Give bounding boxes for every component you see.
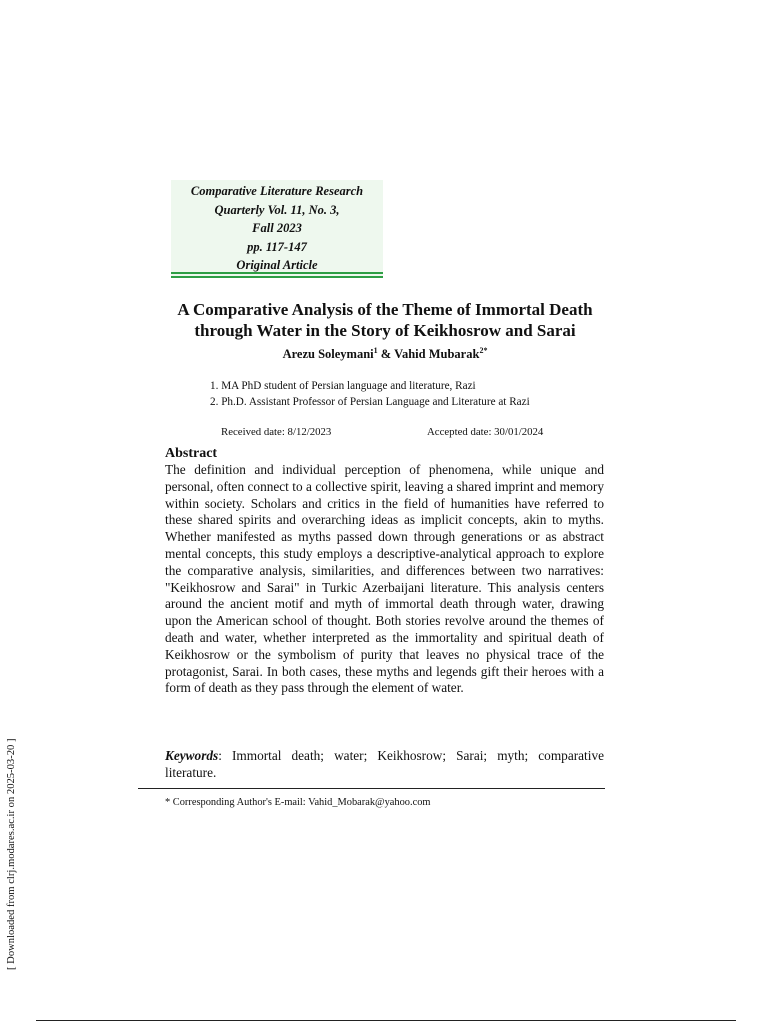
journal-box-rule-top xyxy=(171,272,383,274)
download-stamp: [ Downloaded from clrj.modares.ac.ir on 2025-03-20 ] xyxy=(6,738,17,970)
author-list xyxy=(130,347,640,362)
article-type: Original Article xyxy=(236,258,318,273)
accepted-date: Accepted date: 30/01/2024 xyxy=(427,426,544,438)
author-2-affiliation-mark: 2* xyxy=(479,345,488,355)
title-line-1: A Comparative Analysis of the Theme of Immortal Death xyxy=(177,300,593,319)
author-1-name: Arezu Soleymani xyxy=(282,347,374,361)
received-date: Received date: 8/12/2023 xyxy=(221,426,332,438)
keywords-text: : Immortal death; water; Keikhosrow; Sarai; myth; comparative literature. xyxy=(165,748,604,780)
article-title xyxy=(130,299,640,341)
journal-info-box xyxy=(171,180,383,276)
abstract-text: The definition and individual perception of phenomena, while unique and personal, often connect to a collective spirit, leaving a shared imprint and memory within society. Scholars and critics in the field of humanities have referred to these shared spirits and overarching ideas as implicit concepts, akin to myths. Whether manifested as myths passed down through generations or as abstract mental concepts, this study employs a descriptive-analytical approach to explore the comparative analysis, similarities, and differences between two narratives: "Keikhosrow and Sarai" in Turkic Azerbaijani literature. This analysis centers around the ancient motif and myth of immortal death through water, drawing upon the American school of thought. Both stories revolve around the themes of death and water, whether interpreted as the immortality and spiritual death of Keikhosrow or the symbolism of purity that leaves no physical trace of the protagonist, Sarai. In both cases, these myths and legends gift their heroes with a form of death as they pass through the element of water. xyxy=(165,462,604,696)
journal-box-rule-bottom xyxy=(171,276,383,278)
affiliation-2: 2. Ph.D. Assistant Professor of Persian Language and Literature at Razi xyxy=(210,396,530,408)
keywords xyxy=(165,748,604,782)
keywords-label: Keywords xyxy=(165,748,219,763)
journal-volume: Quarterly Vol. 11, No. 3, xyxy=(214,202,340,217)
journal-season: Fall 2023 xyxy=(252,221,302,236)
journal-pages: pp. 117-147 xyxy=(247,239,307,254)
abstract-heading: Abstract xyxy=(165,446,218,461)
title-line-2: through Water in the Story of Keikhosrow and Sarai xyxy=(194,321,576,340)
page-bottom-rule xyxy=(36,1020,736,1021)
corresponding-author-footnote: * Corresponding Author's E-mail: Vahid_Mobarak@yahoo.com xyxy=(165,797,431,808)
author-1-affiliation-mark: 1 xyxy=(373,345,378,355)
journal-info-lines xyxy=(171,182,383,275)
footnote-divider xyxy=(138,788,605,789)
author-2-name: Vahid Mubarak xyxy=(394,347,480,361)
author-joiner: & xyxy=(377,347,395,361)
affiliation-1: 1. MA PhD student of Persian language and literature, Razi xyxy=(210,380,476,392)
journal-name: Comparative Literature Research xyxy=(190,184,364,198)
